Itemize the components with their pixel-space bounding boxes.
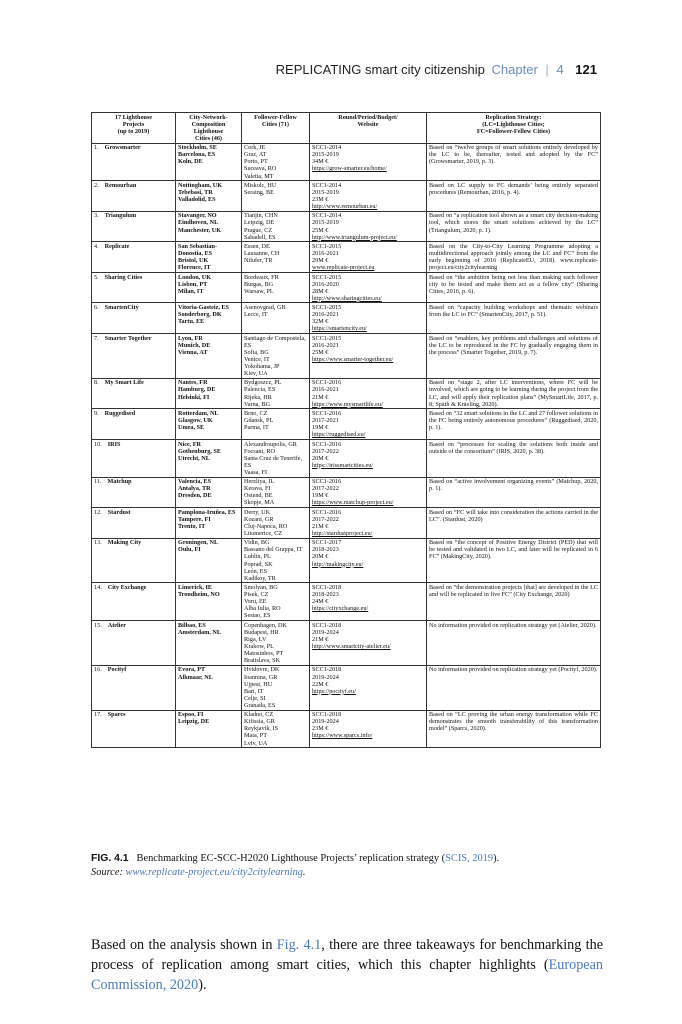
project-website-link[interactable]: https://www.sparcs.info/ [312, 732, 373, 740]
table-row [92, 272, 601, 303]
lighthouse-cities: Valencia, ES Antalya, TR Dresden, DE [176, 477, 242, 508]
running-head-separator: | [545, 62, 549, 77]
source-end: . [302, 866, 306, 878]
table-row [92, 378, 601, 409]
round-budget-cell [310, 710, 427, 748]
table-row [92, 181, 601, 212]
project-cell [92, 621, 176, 666]
round-budget-cell [310, 621, 427, 666]
project-website-link[interactable]: https://ruggedised.eu/ [312, 431, 366, 439]
table-header-row [92, 113, 601, 144]
lighthouse-cities: Nice, FR Gothenburg, SE Utrecht, NL [176, 439, 242, 477]
figure-reference-link[interactable]: Fig. 4.1 [276, 937, 322, 953]
round-period-budget: SCC1-2016 2017-2022 21M € [312, 508, 342, 530]
round-period-budget: SCC1-2018 2019-2024 23M € [312, 711, 342, 733]
project-name: Ruggedised [104, 409, 136, 417]
follower-cities: Herzliya, IL Kerava, FI Ostend, BE Skopje, MA [242, 477, 310, 508]
round-period-budget: SCC1-2015 2016-2021 32M € [312, 304, 342, 326]
lighthouse-cities: Rotterdam, NL Glasgow, UK Umea, SE [176, 409, 242, 440]
row-number: 1. [94, 144, 99, 152]
figure-label: FIG. 4.1 [91, 853, 129, 864]
project-cell [92, 710, 176, 748]
source-label: Source: [91, 866, 123, 878]
round-budget-cell [310, 477, 427, 508]
body-text-1: Based on the analysis shown in [91, 937, 277, 953]
project-name: Smarter Together [104, 334, 152, 342]
project-name: Sparcs [107, 711, 126, 719]
table-row [92, 439, 601, 477]
project-website-link[interactable]: www.replicate-project.eu [312, 264, 375, 272]
row-number: 2. [94, 181, 99, 189]
replication-strategy: Based on “FC will take into consideration the actions carried in the LC”. (Stardust, 2020) [427, 508, 601, 539]
project-website-link[interactable]: https://smartencity.eu/ [312, 325, 367, 333]
follower-cities: Essen, DE Lausanne, CH Nilufer, TR [242, 242, 310, 273]
project-website-link[interactable]: https://cityxchange.eu/ [312, 605, 369, 613]
project-name: Replicate [104, 242, 130, 250]
replication-strategy: Based on “active involvement organizing events” (Matchup, 2020, p. 1). [427, 477, 601, 508]
row-number: 5. [94, 273, 99, 281]
project-cell [92, 181, 176, 212]
benchmark-table [91, 112, 601, 748]
project-website-link[interactable]: https://www.smarter-together.eu/ [312, 355, 394, 363]
round-budget-cell [310, 334, 427, 379]
follower-cities: Vidin, BG Bassano del Grappa, IT Lublin, PL Poprad, SK León, ES Kadikoy, TR [242, 538, 310, 583]
running-head [0, 62, 597, 77]
project-cell [92, 439, 176, 477]
table-row [92, 665, 601, 710]
round-budget-cell [310, 439, 427, 477]
replication-strategy: Based on “LC proving the urban energy transformation while FC demonstrates the smooth transferability of this transformation model” (Sparcs, 2020). [427, 710, 601, 748]
running-head-title: REPLICATING smart city citizenship [275, 62, 485, 77]
replication-strategy: Based on “the concept of Positive Energy District (PED) that will be tested and validated in two LC, and later will be replicated in 6 FC” (MakingCity, 2020). [427, 538, 601, 583]
chapter-label: Chapter [491, 62, 538, 77]
follower-cities: Cork, IE Graz, AT Porto, PT Suceava, RO Valetta, MT [242, 143, 310, 181]
project-website-link[interactable]: http://www.sharingcities.eu/ [312, 294, 382, 302]
chapter-number: 4 [556, 62, 564, 77]
follower-cities: Copenhagen, DK Budapest, HR Riga, LV Krakow, PL Matosinhos, PT Bratislava, SK [242, 621, 310, 666]
project-name: SmartenCity [104, 304, 139, 312]
figure-caption [91, 852, 603, 879]
round-period-budget: SCC1-2018 2019-2024 21M € [312, 621, 342, 643]
row-number: 13. [94, 539, 102, 547]
row-number: 8. [94, 379, 99, 387]
follower-cities: Santiago de Compostela, ES Sofia, BG Venice, IT Yokohama, JP Kiev, UA [242, 334, 310, 379]
follower-cities: Hvidovre, DK Ioannina, GR Ujpest, HU Bari, IT Celje, SI Granada, ES [242, 665, 310, 710]
lighthouse-cities: Evora, PT Alkmaar, NL [176, 665, 242, 710]
project-cell [92, 242, 176, 273]
project-website-link[interactable]: http://stardustproject.eu/ [312, 530, 373, 537]
lighthouse-cities: Stockholm, SE Barcelona, ES Koln, DE [176, 143, 242, 181]
page-number: 121 [575, 62, 597, 77]
lighthouse-cities: Limerick, IE Trondheim, NO [176, 583, 242, 621]
round-budget-cell [310, 242, 427, 273]
round-period-budget: SCC1-2018 2019-2024 22M € [312, 666, 342, 688]
caption-text-end: ). [493, 853, 500, 864]
project-website-link[interactable]: http://makingcity.eu/ [312, 560, 364, 568]
table-row [92, 211, 601, 242]
project-name: Triangulum [104, 212, 137, 220]
replication-strategy: Based on “the ambition being not less than making each follower city to be tested and make them act as a fellow city” (Sharing Cities, 2016, p. 6). [427, 272, 601, 303]
project-name: Stardust [107, 508, 131, 516]
row-number: 10. [94, 440, 102, 448]
project-website-link[interactable]: https://www.matchup-project.eu/ [312, 499, 394, 507]
caption-text: Benchmarking EC-SCC-H2020 Lighthouse Projects’ replication strategy ( [136, 853, 446, 864]
round-period-budget: SCC1-2014 2015-2019 25M € [312, 212, 342, 234]
project-cell [92, 409, 176, 440]
lighthouse-cities: Bilbao, ES Amsterdam, NL [176, 621, 242, 666]
project-cell [92, 538, 176, 583]
project-name: Remourban [104, 181, 137, 189]
project-website-link[interactable]: http://www.triangulum-project.eu/ [312, 233, 397, 241]
row-number: 6. [94, 304, 99, 312]
round-budget-cell [310, 508, 427, 539]
round-period-budget: SCC1-2014 2015-2019 23M € [312, 181, 342, 203]
follower-cities: Asenovgrad, GB Lecce, IT [242, 303, 310, 334]
lighthouse-cities: Espoo, FI Leipzig, DE [176, 710, 242, 748]
follower-cities: Smolyan, BG Pisek, CZ Voru, EE Alba Iulia, RO Sestao, ES [242, 583, 310, 621]
project-website-link[interactable]: https://grow-smarter.eu/home/ [312, 165, 387, 173]
lighthouse-cities: Stavanger, NO Eindhoven, NL Manchester, UK [176, 211, 242, 242]
project-website-link[interactable]: https://www.mysmartlife.eu/ [312, 400, 383, 408]
follower-cities: Miskolc, HU Seraing, BE [242, 181, 310, 212]
lighthouse-cities: San Sebastian-Donostia, ES Bristol, UK Florence, IT [176, 242, 242, 273]
table-row [92, 583, 601, 621]
project-website-link[interactable]: http://www.smartcity-atelier.eu/ [312, 642, 391, 650]
replication-strategy: Based on “32 smart solutions in the LC and 27 follower solutions in the FC being entirely autonomous procedures” (Ruggedised, 2020, p. 1). [427, 409, 601, 440]
round-budget-cell [310, 211, 427, 242]
round-period-budget: SCC1-2016 2017-2022 19M € [312, 478, 342, 500]
project-name: City Exchange [107, 584, 147, 592]
table-row [92, 508, 601, 539]
round-period-budget: SCC1-2016 2017-2021 19M € [312, 409, 342, 432]
round-period-budget: SCC1-2017 2018-2023 20M € [312, 539, 342, 561]
header-round-budget: Round/Period/Budget/ Website [310, 113, 427, 144]
follower-cities: Derry, UK Kozani, GR Cluj-Napoca, RO Litomerice, CZ [242, 508, 310, 539]
replication-strategy: Based on LC supply to FC demands’ being entirely separated procedures (Remourban, 2016, p. 4). [427, 181, 601, 212]
replication-strategy: Based on “the demonstration projects [that] are developed in the LC and will be replicated in five FC” (City Exchange, 2020) [427, 583, 601, 621]
round-period-budget: SCC1-2015 2016-2021 25M € [312, 334, 342, 356]
round-budget-cell [310, 272, 427, 303]
project-cell [92, 477, 176, 508]
round-period-budget: SCC1-2015 2016-2020 28M € [312, 273, 342, 295]
round-budget-cell [310, 583, 427, 621]
replication-strategy: Based on “a replication tool shown as a smart city decision-making tool, which stores the smart solutions achieved by the LC” (Triangulum, 2020, p. 1). [427, 211, 601, 242]
table-row [92, 710, 601, 748]
project-name: Growsmarter [104, 144, 141, 152]
lighthouse-cities: Pamplona-Iruñea, ES Tampere, FI Trento, IT [176, 508, 242, 539]
follower-cities: Bordeaux, FR Burgas, BG Warsaw, PL [242, 272, 310, 303]
project-name: Making City [107, 539, 142, 547]
header-replication-strategy: Replication Strategy: (LC=Lighthouse Cities; FC=Follower-Fellow Cities) [427, 113, 601, 144]
project-cell [92, 583, 176, 621]
project-name: Matchup [107, 478, 132, 486]
body-text-2: , there are three takeaways for benchmarking the process of replication among smart cities, which this chapter highlights ( [91, 937, 603, 973]
row-number: 16. [94, 666, 102, 674]
row-number: 14. [94, 584, 102, 592]
project-name: Sharing Cities [104, 273, 143, 281]
replication-strategy: No information provided on replication strategy yet (Pocityf, 2020). [427, 665, 601, 710]
table-row [92, 303, 601, 334]
replication-strategy: No information provided on replication strategy yet (Atelier, 2020). [427, 621, 601, 666]
project-cell [92, 211, 176, 242]
row-number: 7. [94, 334, 99, 342]
body-citation-link[interactable]: European Commission, 2020 [91, 957, 603, 993]
project-website-link[interactable]: https://pocityf.eu/ [312, 687, 356, 695]
project-name: Pocityf [107, 666, 127, 674]
round-budget-cell [310, 665, 427, 710]
follower-cities: Brno, CZ Gdansk, PL Parma, IT [242, 409, 310, 440]
table-row [92, 621, 601, 666]
lighthouse-cities: Vitoria-Gasteiz, ES Sonderborg, DK Tartu, EE [176, 303, 242, 334]
lighthouse-cities: London, UK Lisbon, PT Milan, IT [176, 272, 242, 303]
project-cell [92, 665, 176, 710]
body-text-3: ). [198, 977, 207, 993]
lighthouse-cities: Groningen, NL Oulu, FI [176, 538, 242, 583]
lighthouse-cities: Lyon, FR Munich, DE Vienna, AT [176, 334, 242, 379]
project-cell [92, 272, 176, 303]
round-period-budget: SCC1-2014 2015-2019 34M € [312, 144, 342, 166]
header-follower-cities: Follower-Fellow Cities (71) [242, 113, 310, 144]
project-name: IRIS [107, 440, 121, 448]
lighthouse-cities: Nottingham, UK Tebebasi, TR Valladolid, ES [176, 181, 242, 212]
table-row [92, 538, 601, 583]
lighthouse-cities: Nantes, FR Hamburg, DE Helsinki, FI [176, 378, 242, 409]
table-row [92, 477, 601, 508]
replication-strategy: Based on “enablers, key problems and challenges and solutions of the LC to be reproduced in the FC by gradually engaging them in the process” (Smarter Together, 2019, p. 7). [427, 334, 601, 379]
table-row [92, 409, 601, 440]
project-name: My Smart Life [104, 379, 144, 387]
header-lighthouse-cities: City-Network-Composition Lighthouse Cities (46) [176, 113, 242, 144]
project-cell [92, 334, 176, 379]
row-number: 15. [94, 621, 102, 629]
follower-cities: Kladno, CZ Kifissia, GR Reykjavik, IS Maia, PT Lviv, UA [242, 710, 310, 748]
header-projects: 17 Lighthouse Projects (up to 2019) [92, 113, 176, 144]
replication-strategy: Based on “processes for scaling the solutions both inside and outside of the consortium” (IRIS, 2020, p. 38). [427, 439, 601, 477]
round-period-budget: SCC1-2016 2016-2021 21M € [312, 379, 342, 401]
row-number: 9. [94, 409, 99, 417]
row-number: 17. [94, 711, 102, 719]
round-budget-cell [310, 378, 427, 409]
project-cell [92, 378, 176, 409]
round-budget-cell [310, 181, 427, 212]
round-period-budget: SCC1-2018 2018-2023 24M € [312, 584, 342, 606]
source-url-link[interactable]: www.replicate-project.eu/city2citylearning [125, 866, 303, 878]
row-number: 4. [94, 242, 99, 250]
replication-strategy: Based on the City-to-City Learning Programme adopting a multidirectional approach jointly among the LC and FC” from the early beginning of 2016 (ReplicateEU, 2018). www.replicate-project.eu/city2citylearning [427, 242, 601, 273]
project-website-link[interactable]: https://irissmartcities.eu/ [312, 461, 374, 469]
project-website-link[interactable]: http://www.remourban.eu/ [312, 203, 378, 211]
replication-strategy: Based on “twelve groups of smart solutions entirely developed by the LC to be, thereafter, tested and adopted by the FC” (Growsmarter, 2019, p. 3). [427, 143, 601, 181]
round-period-budget: SCC1-2015 2016-2021 29M € [312, 242, 342, 265]
follower-cities: Bydgoszcz, PL Palencia, ES Rijeka, HR Varna, BG [242, 378, 310, 409]
table-row [92, 143, 601, 181]
table-row [92, 242, 601, 273]
round-budget-cell [310, 409, 427, 440]
benchmark-table-figure [91, 112, 600, 748]
table-row [92, 334, 601, 379]
project-name: Atelier [107, 621, 126, 629]
follower-cities: Tianjin, CHN Leipzig, DE Prague, CZ Sabadell, ES [242, 211, 310, 242]
round-budget-cell [310, 143, 427, 181]
body-paragraph [91, 935, 603, 995]
table-body [92, 143, 601, 748]
replication-strategy: Based on “stage 2, after LC interventions, where FC will be involved, which are going to be learning during the project from the LC, and will apply their replication plans” (MySmartLife, 2017, p. 8; Späth & Knieling, 2020). [427, 378, 601, 409]
round-budget-cell [310, 538, 427, 583]
replication-strategy: Based on “capacity building workshops and thematic webinars from the LC to FC” (SmartenCity, 2017, p. 51). [427, 303, 601, 334]
follower-cities: Alexandroupolis, GR Focsani, RO Santa Cruz de Tenerife, ES Vaasa, FI [242, 439, 310, 477]
row-number: 11. [94, 478, 102, 486]
project-cell [92, 508, 176, 539]
row-number: 3. [94, 212, 99, 220]
round-period-budget: SCC1-2016 2017-2022 20M € [312, 440, 342, 462]
project-cell [92, 143, 176, 181]
row-number: 12. [94, 508, 102, 516]
round-budget-cell [310, 303, 427, 334]
caption-citation-link[interactable]: SCIS, 2019 [445, 853, 494, 864]
project-cell [92, 303, 176, 334]
